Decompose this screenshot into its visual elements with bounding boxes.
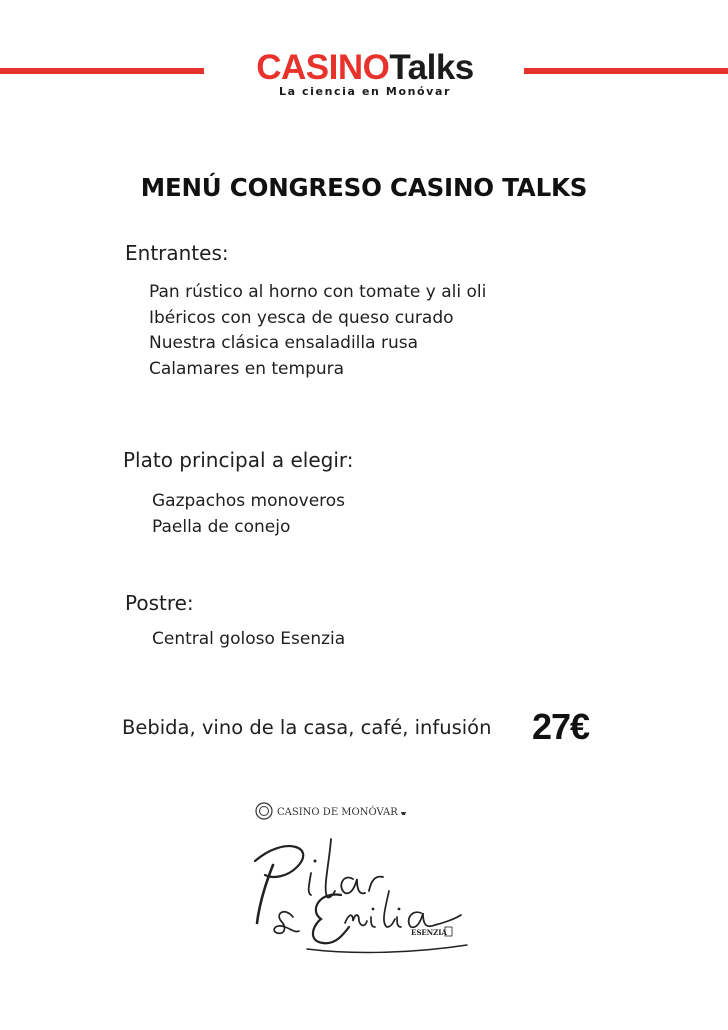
list-item: Nuestra clásica ensaladilla rusa [149,333,418,353]
list-item: Paella de conejo [152,516,291,537]
menu-price: 27€ [532,706,590,747]
sponsor-logo [245,795,480,965]
brand-tagline: La ciencia en Monóvar [278,85,452,98]
sponsor-esenzia-text: ESENZIA [411,928,447,937]
brand-name-casino: CASINO [256,48,390,87]
list-item: Calamares en tempura [149,358,345,379]
section-heading-principal: Plato principal a elegir: [123,448,354,472]
postre-list [152,627,345,653]
list-item: Ibéricos con yesca de queso curado [149,307,454,328]
menu-title: MENÚ CONGRESO CASINO TALKS [140,173,588,202]
signature-emilia [274,891,467,952]
header-rule-right [524,68,728,74]
entrantes-list [149,280,486,382]
list-item: Central goloso Esenzia [152,629,346,649]
brand-name-talks: Talks [389,48,474,87]
principal-list [152,489,345,540]
flag-icon [401,812,406,815]
list-item: Gazpachos monoveros [152,491,346,511]
casino-seal-icon [256,803,272,819]
sponsor-casino-text: CASINO DE MONÓVAR [277,807,398,818]
signature-pilar [255,839,383,923]
brand-logo [210,48,520,98]
brand-name [210,48,520,88]
drinks-line: Bebida, vino de la casa, café, infusión [122,716,492,739]
section-heading-entrantes: Entrantes: [125,241,229,265]
list-item: Pan rústico al horno con tomate y ali oli [149,282,487,302]
section-heading-postre: Postre: [125,591,194,615]
header-rule-left [0,68,204,74]
